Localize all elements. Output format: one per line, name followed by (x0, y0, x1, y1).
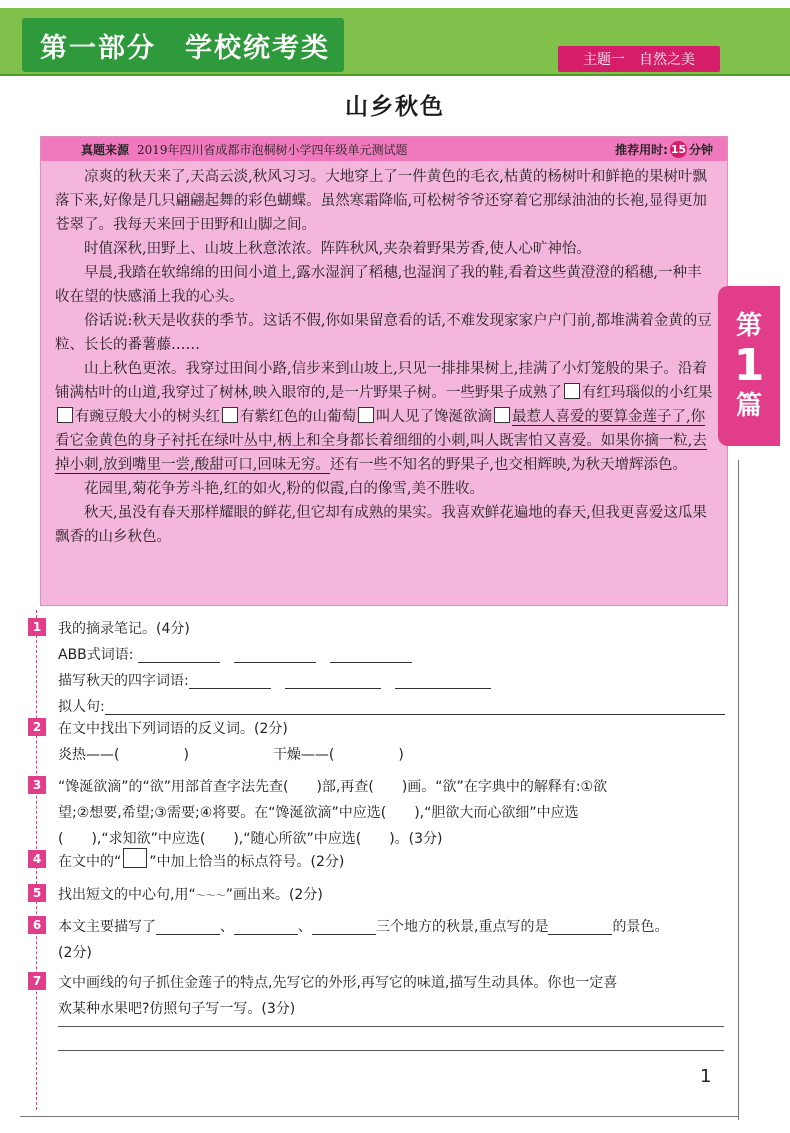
page-border-bottom (20, 1116, 738, 1117)
time-label: 推荐用时: (615, 142, 668, 157)
theme-label: 主题一 自然之美 (558, 46, 720, 72)
punctuation-box[interactable] (494, 407, 510, 423)
answer-blank[interactable] (156, 920, 220, 935)
paragraph-1: 凉爽的秋天来了,天高云淡,秋风习习。大地穿上了一件黄色的毛衣,枯黄的杨树叶和鲜艳的果树叶飘落下来,好像是几只翩翩起舞的彩色蝴蝶。虽然寒霜降临,可松树爷爷还穿着它那绿油油的长袍,显得更加苍翠了。我每天来回于田野和山脚之间。 (55, 169, 707, 233)
p5-part-h: 还有一些不知名的野果子,也交相辉映,为秋天增辉添色。 (329, 457, 688, 473)
answer-blank[interactable] (285, 674, 381, 689)
page-border-right (738, 460, 739, 1120)
antonym-word-1: 炎热——( (58, 747, 120, 763)
question-text: 的景色。 (612, 919, 669, 935)
passage-text (55, 165, 715, 549)
question-text: 在文中找出下列词语的反义词。(2分) (58, 721, 288, 737)
p7-part-b: 我喜欢鲜花遍地的春天,但我更喜爱这瓜果飘香的山乡秋色。 (55, 505, 707, 545)
question-body (58, 774, 728, 852)
punctuation-box[interactable] (222, 407, 238, 423)
p7-part-a: 秋天,虽没有春天那样耀眼的鲜花,但它却有成熟的果实。 (84, 505, 442, 521)
wavy-line-mark: ～～～ (195, 891, 226, 902)
answer-blank[interactable] (330, 648, 412, 663)
question-number: 6 (28, 916, 46, 934)
question-text-line: “馋涎欲滴”的“欲”用部首查字法先查( )部,再查( )画。“欲”在字典中的解释有:①欲 (58, 779, 608, 795)
time-unit: 分钟 (688, 142, 713, 157)
answer-blank[interactable] (105, 700, 725, 715)
question-text: 、 (298, 919, 312, 935)
answer-blank[interactable] (189, 674, 271, 689)
chapter-tab (718, 286, 780, 446)
punctuation-box[interactable] (57, 407, 73, 423)
paragraph-4: 俗话说:秋天是收获的季节。这话不假,你如果留意看的话,不难发现家家户户门前,都堆满着金黄的豆粒、长长的番薯藤…… (55, 313, 712, 353)
question-text-line: 望;②想要,希望;③需要;④将要。在“馋涎欲滴”中应选( ),“胆欲大而心欲细”中应选 (58, 805, 579, 821)
paren-close: ) (398, 747, 404, 763)
paren-close: ) (183, 747, 189, 763)
p5-part-e: 叫人见了馋涎欲滴 (376, 409, 492, 425)
four-char-label: 描写秋天的四字词语: (58, 673, 189, 689)
question-number: 4 (28, 850, 46, 868)
abb-row (58, 642, 728, 668)
question-text: 、 (220, 919, 234, 935)
paragraph-3: 早晨,我踏在软绵绵的田间小道上,露水湿润了稻穗,也湿润了我的鞋,看着这些黄澄澄的稻穗,一种丰收在望的快感涌上我的心头。 (55, 265, 702, 305)
personification-label: 拟人句: (58, 699, 105, 715)
time-value: 15 (670, 142, 687, 156)
antonym-row (58, 742, 728, 768)
punctuation-box-example (123, 848, 147, 868)
underlined-sentence: 最惹人喜爱的要算金莲子了, (512, 409, 691, 425)
p5-part-c: 有豌豆般大小的树头红 (75, 409, 220, 425)
question-text: 本文主要描写了 (58, 919, 156, 935)
answer-blank[interactable] (234, 920, 298, 935)
question-body (58, 914, 728, 966)
question-text: ”画出来。(2分) (225, 887, 323, 903)
paragraph-7 (55, 501, 715, 549)
chapter-tab-number: 1 (733, 340, 765, 391)
question-text-line: ( ),“求知欲”中应选( ),“随心所欲”中应选( )。(3分) (58, 831, 443, 847)
question-number: 2 (28, 718, 46, 736)
question-text: 三个地方的秋景,重点写的是 (376, 919, 549, 935)
source-text: 2019年四川省成都市泡桐树小学四年级单元测试题 (137, 142, 408, 157)
source-label: 真题来源 (81, 142, 130, 157)
p5-part-d: 有紫红色的山葡萄 (240, 409, 356, 425)
question-text: ”中加上恰当的标点符号。(2分) (149, 854, 345, 870)
question-body (58, 716, 728, 768)
answer-line[interactable] (58, 1026, 724, 1027)
abb-label: ABB式词语: (58, 647, 134, 663)
punctuation-box[interactable] (564, 383, 580, 399)
chapter-tab-prefix: 第 (735, 311, 762, 341)
passage-box (40, 136, 728, 606)
answer-blank[interactable] (548, 920, 612, 935)
answer-blank[interactable] (312, 920, 376, 935)
underlined-sentence: 你看它金黄色的身子衬托在绿叶丛中,柄上和全身都长着细细的小刺,叫人既害怕又喜爱。如果你摘一粒,去掉小刺,放到嘴里一尝,酸甜可口,回味无穷。 (55, 409, 707, 473)
paragraph-6: 花园里,菊花争芳斗艳,红的如火,粉的似霞,白的像雪,美不胜收。 (84, 481, 485, 497)
question-number: 7 (28, 972, 46, 990)
section-title: 第一部分 学校统考类 (22, 18, 344, 72)
question-body (58, 848, 728, 875)
answer-blank[interactable] (395, 674, 491, 689)
antonym-word-2: 干燥——( (272, 747, 335, 763)
answer-blank[interactable] (138, 648, 220, 663)
question-number: 5 (28, 884, 46, 902)
answer-blank[interactable] (234, 648, 316, 663)
question-text-line (58, 914, 728, 940)
article-title: 山乡秋色 (345, 94, 445, 120)
question-number: 3 (28, 776, 46, 794)
page-number: 1 (700, 1066, 712, 1087)
answer-line[interactable] (58, 1050, 724, 1051)
chapter-tab-suffix: 篇 (735, 391, 762, 421)
question-points: (2分) (58, 945, 92, 961)
source-bar (41, 137, 727, 161)
question-text: 找出短文的中心句,用“ (58, 887, 196, 903)
question-body (58, 882, 728, 910)
recommended-time (615, 141, 713, 158)
paragraph-2: 时值深秋,田野上、山坡上秋意浓浓。阵阵秋风,夹杂着野果芳香,使人心旷神怡。 (84, 241, 591, 257)
question-body (58, 616, 728, 720)
punctuation-box[interactable] (358, 407, 374, 423)
p5-part-b: 有红玛瑙似的小红果 (581, 385, 713, 401)
question-body (58, 970, 728, 1022)
question-text-line: 欢某种水果吧?仿照句子写一写。(3分) (58, 1001, 296, 1017)
question-text: 在文中的“ (58, 854, 122, 870)
paragraph-5 (55, 357, 715, 477)
question-text: 我的摘录笔记。(4分) (58, 621, 190, 637)
question-text-line: 文中画线的句子抓住金莲子的特点,先写它的外形,再写它的味道,描写生动具体。你也一定喜 (58, 975, 618, 991)
four-char-row (58, 668, 728, 694)
question-number: 1 (28, 618, 46, 636)
p5-part-a: 山上秋色更浓。我穿过田间小路,信步来到山坡上,只见一排排果树上,挂满了小灯笼般的果子。沿着铺满枯叶的山道,我穿过了树林,映入眼帘的,是一片野果子树。一些野果子成熟了 (55, 361, 707, 401)
